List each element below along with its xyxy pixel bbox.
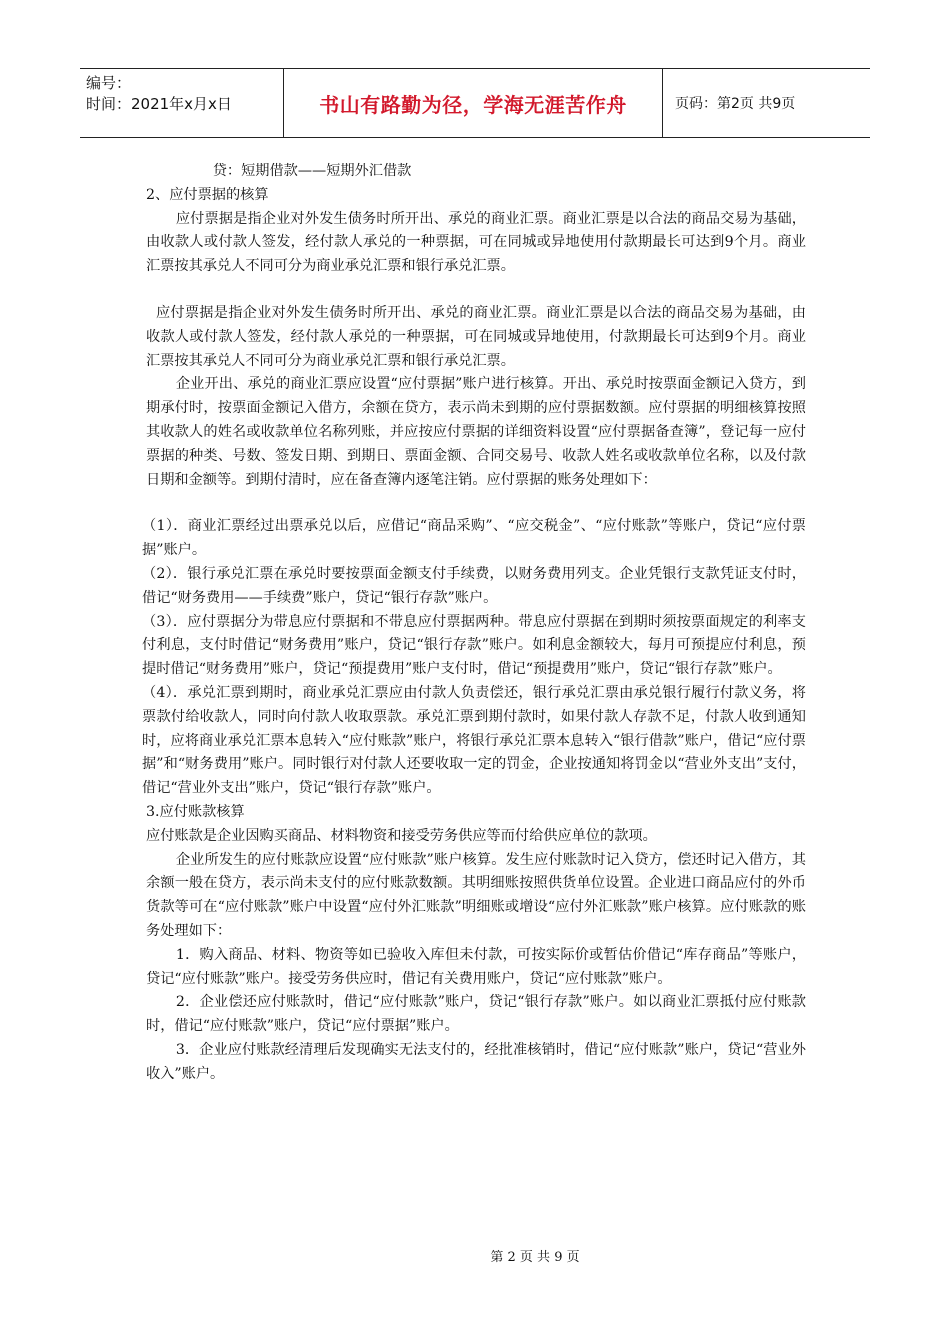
paragraph-notes-account: 企业开出、承兑的商业汇票应设置“应付票据”账户进行核算。开出、承兑时按票面金额记入贷方，到期承付时，按票面金额记入借方，余额在贷方，表示尚未到期的应付票据数额。应付票据的明细核算按照其收款人的姓名或收款单位名称列账，并应按应付票据的详细资料设置“应付票据备查簿”，登记每一应付票据的种类、号数、签发日期、到期日、票面金额、合同交易号、收款人姓名或收款单位名称，以及付款日期和金额等。到期付清时，应在备查簿内逐笔注销。应付票据的账务处理如下：	[146, 376, 806, 488]
paragraph-notes-definition: 应付票据是指企业对外发生债务时所开出、承兑的商业汇票。商业汇票是以合法的商品交易为基础，由收款人或付款人签发，经付款人承兑的一种票据，可在同城或异地使用付款期最长可达到9个月。商业汇票按其承兑人不同可分为商业承兑汇票和银行承兑汇票。	[146, 210, 806, 275]
list-item-3: （3）．应付票据分为带息应付票据和不带息应付票据两种。带息应付票据在到期时须按票面规定的利率支付利息，支付时借记“财务费用”账户，贷记“银行存款”账户。如利息金额较大，每月可预提应付利息，预提时借记“财务费用”账户，贷记“预提费用”账户支付时，借记“预提费用”账户，贷记“银行存款”账户。	[142, 613, 806, 678]
page-footer: 第 2 页 共 9 页	[490, 1250, 580, 1265]
accounts-item-1: 1．购入商品、材料、物资等如已验收入库但未付款，可按实际价或暂估价借记“库存商品”等账户，贷记“应付账款”账户。接受劳务供应时，借记有关费用账户，贷记“应付账款”账户。	[146, 946, 806, 987]
header-motto: 书山有路勤为径，学海无涯苦作舟	[284, 69, 663, 137]
spacer	[146, 492, 806, 515]
paragraph-accounts-definition: 应付账款是企业因购买商品、材料物资和接受劳务供应等而付给供应单位的款项。	[146, 827, 657, 844]
section-heading-notes-payable: 2、应付票据的核算	[146, 186, 269, 203]
page-header	[80, 68, 870, 138]
document-body	[142, 160, 806, 1086]
header-date-label: 时间：2021年x月x日	[86, 95, 232, 113]
paragraph-accounts-account: 企业所发生的应付账款应设置“应付账款”账户核算。发生应付账款时记入贷方，偿还时记入借方，其余额一般在贷方，表示尚未支付的应付账款数额。其明细账按照供货单位设置。企业进口商品应付的外币货款等可在“应付账款”账户中设置“应付外汇账款”明细账或增设“应付外汇账款”账户核算。应付账款的账务处理如下：	[146, 851, 806, 939]
list-item-1: （1）．商业汇票经过出票承兑以后，应借记“商品采购”、“应交税金”、“应付账款”等账户，贷记“应付票据”账户。	[142, 518, 806, 559]
header-number-label: 编号：	[86, 74, 132, 92]
accounts-item-3: 3．企业应付账款经清理后发现确实无法支付的，经批准核销时，借记“应付账款”账户，贷记“营业外收入”账户。	[146, 1041, 806, 1082]
paragraph-credit-line: 贷：短期借款——短期外汇借款	[212, 163, 412, 179]
section-heading-accounts-payable: 3.应付账款核算	[146, 803, 245, 820]
header-meta	[80, 69, 284, 137]
list-item-2: （2）．银行承兑汇票在承兑时要按票面金额支付手续费，以财务费用列支。企业凭银行支款凭证支付时，借记“财务费用——手续费”账户，贷记“银行存款”账户。	[142, 565, 806, 606]
list-item-4: （4）．承兑汇票到期时，商业承兑汇票应由付款人负责偿还，银行承兑汇票由承兑银行履行付款义务，将票款付给收款人，同时向付款人收取票款。承兑汇票到期付款时，如果付款人存款不足，付款人收到通知时，应将商业承兑汇票本息转入“应付账款”账户，将银行承兑汇票本息转入“银行借款”账户，借记“应付票据”和“财务费用”账户。同时银行对付款人还要收取一定的罚金，企业按通知将罚金以“营业外支出”支付，借记“营业外支出”账户，贷记“银行存款”账户。	[142, 684, 806, 797]
spacer	[146, 279, 806, 302]
paragraph-notes-definition-repeat: 应付票据是指企业对外发生债务时所开出、承兑的商业汇票。商业汇票是以合法的商品交易为基础，由收款人或付款人签发，经付款人承兑的一种票据，可在同城或异地使用，付款期最长可达到9个月。商业汇票按其承兑人不同可分为商业承兑汇票和银行承兑汇票。	[146, 304, 806, 369]
accounts-item-2: 2．企业偿还应付账款时，借记“应付账款”账户，贷记“银行存款”账户。如以商业汇票抵付应付账款时，借记“应付账款”账户，贷记“应付票据”账户。	[146, 994, 806, 1035]
header-page-info: 页码：第2页 共9页	[675, 96, 796, 112]
